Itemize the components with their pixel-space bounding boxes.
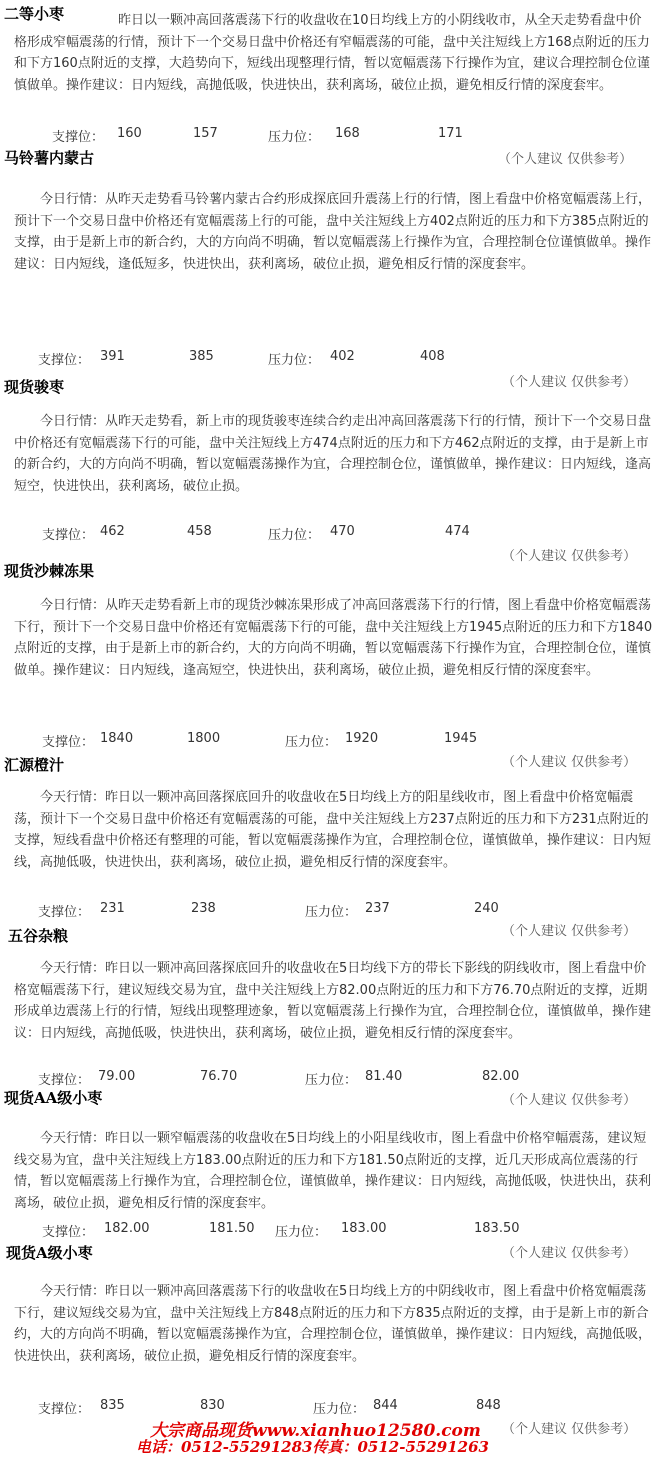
section-paragraph: 今天行情：昨日以一颗冲高回落探底回升的收盘收在5日均线下方的带长下影线的阴线收市，图上看盘中价格宽幅震荡下行，建议短线交易为宜，盘中关注短线上方82.00点附近的压力和下方76.70点附近的支撑，近期形成单边震荡上行的行情，短线出现整理迹象，暂以宽幅震荡上行操作为宜，合理控制仓位，谨慎做单，操作建议：日内短线，高抛低吸，快进快出，获利离场，破位止损，避免相反行情的深度套牢。 <box>14 961 652 1041</box>
pressure-value-1: 402 <box>330 349 355 364</box>
support-value-2: 458 <box>187 524 212 539</box>
pressure-value-2: 408 <box>420 349 445 364</box>
pressure-label: 压力位： <box>268 353 321 368</box>
disclaimer-note: （个人建议 仅供参考） <box>498 152 633 167</box>
pressure-label: 压力位： <box>285 735 338 750</box>
pressure-value-2: 474 <box>445 524 470 539</box>
support-value-1: 835 <box>100 1398 125 1413</box>
support-value-2: 181.50 <box>209 1221 255 1236</box>
section-paragraph: 今天行情：昨日以一颗冲高回落探底回升的收盘收在5日均线上方的阳星线收市，图上看盘中价格宽幅震荡，预计下一个交易日盘中价格还有宽幅震荡的可能，盘中关注短线上方237点附近的压力和下方231点附近的支撑，短线看盘中价格还有整理的可能，暂以宽幅震荡操作为宜，合理控制仓位，谨慎做单，操作建议：日内短线，高抛低吸，快进快出，获利离场，破位止损，避免相反行情的深度套牢。 <box>14 790 652 870</box>
support-label: 支撑位： <box>38 905 91 920</box>
disclaimer-note: （个人建议 仅供参考） <box>502 755 637 770</box>
pressure-value-1: 844 <box>373 1398 398 1413</box>
pressure-value-1: 237 <box>365 901 390 916</box>
section-paragraph: 今天行情：昨日以一颗冲高回落震荡下行的收盘收在5日均线上方的中阴线收市，图上看盘中价格宽幅震荡下行，建议短线交易为宜，盘中关注短线上方848点附近的压力和下方835点附近的支撑，由于是新上市的新合约，大的方向尚不明确，暂以宽幅震荡操作为宜，合理控制仓位，谨慎做单，操作建议：日内短线，高抛低吸，快进快出，获利离场，破位止损，避免相反行情的深度套牢。 <box>14 1284 652 1364</box>
section-title: 五谷杂粮 <box>8 927 69 945</box>
footer-contact: 电话：0512-55291283传真：0512-55291263 <box>136 1438 489 1456</box>
support-label: 支撑位： <box>42 735 95 750</box>
pressure-value-1: 81.40 <box>365 1069 403 1084</box>
section-title: 汇源橙汁 <box>4 756 65 774</box>
section-title: 现货AA级小枣 <box>4 1089 103 1107</box>
pressure-label: 压力位： <box>305 1073 358 1088</box>
pressure-value-1: 470 <box>330 524 355 539</box>
section-paragraph: 今日行情：从昨天走势看新上市的现货沙棘冻果形成了冲高回落震荡下行的行情，图上看盘中价格宽幅震荡下行，预计下一个交易日盘中价格还有宽幅震荡下行的可能，盘中关注短线上方1945点附近的压力和下方1840点附近的支撑，由于是新上市的新合约，大的方向尚不明确，暂以宽幅震荡下行操作为宜，合理控制仓位，谨慎做单。操作建议：日内短线，逢高短空，快进快出，获利离场，破位止损，避免相反行情的深度套牢。 <box>14 598 653 678</box>
support-value-1: 160 <box>117 126 142 141</box>
pressure-label: 压力位： <box>313 1402 366 1417</box>
support-value-1: 462 <box>100 524 125 539</box>
support-value-2: 157 <box>193 126 218 141</box>
support-value-2: 76.70 <box>200 1069 238 1084</box>
support-label: 支撑位： <box>52 130 105 145</box>
disclaimer-note: （个人建议 仅供参考） <box>502 375 637 390</box>
support-value-1: 1840 <box>100 731 134 746</box>
pressure-label: 压力位： <box>268 528 321 543</box>
support-label: 支撑位： <box>38 1073 91 1088</box>
disclaimer-note: （个人建议 仅供参考） <box>502 924 637 939</box>
section-title: 马铃薯内蒙古 <box>4 149 95 167</box>
section-paragraph: 今日行情：从昨天走势看马铃薯内蒙古合约形成探底回升震荡上行的行情，图上看盘中价格宽幅震荡上行，预计下一个交易日盘中价格还有宽幅震荡上行的可能，盘中关注短线上方402点附近的压力和下方385点附近的支撑，由于是新上市的新合约，大的方向尚不明确，暂以宽幅震荡上行操作为宜，合理控制仓位谨慎做单。操作建议：日内短线，逢低短多，快进快出，获利离场，破位止损，避免相反行情的深度套牢。 <box>14 192 652 272</box>
support-value-1: 182.00 <box>104 1221 150 1236</box>
pressure-value-2: 183.50 <box>474 1221 520 1236</box>
section-title: 现货沙棘冻果 <box>4 562 95 580</box>
support-label: 支撑位： <box>42 1225 95 1240</box>
pressure-label: 压力位： <box>268 130 321 145</box>
pressure-label: 压力位： <box>305 905 358 920</box>
disclaimer-note: （个人建议 仅供参考） <box>502 1422 637 1437</box>
section-paragraph: 今日行情：从昨天走势看，新上市的现货骏枣连续合约走出冲高回落震荡下行的行情，预计下一个交易日盘中价格还有宽幅震荡下行的可能，盘中关注短线上方474点附近的压力和下方462点附近的支撑，由于是新上市的新合约，大的方向尚不明确，暂以宽幅震荡操作为宜，合理控制仓位，谨慎做单，操作建议：日内短线，逢高短空，快进快出，获利离场，破位止损。 <box>14 414 652 494</box>
pressure-value-1: 1920 <box>345 731 379 746</box>
pressure-label: 压力位： <box>275 1225 328 1240</box>
support-value-2: 385 <box>189 349 214 364</box>
pressure-value-2: 848 <box>476 1398 501 1413</box>
footer-website: 大宗商品现货www.xianhuo12580.com <box>150 1421 481 1441</box>
support-label: 支撑位： <box>42 528 95 543</box>
section-title: 二等小枣 <box>4 5 65 23</box>
disclaimer-note: （个人建议 仅供参考） <box>502 1246 637 1261</box>
pressure-value-2: 171 <box>438 126 463 141</box>
support-value-2: 238 <box>191 901 216 916</box>
support-value-1: 391 <box>100 349 125 364</box>
pressure-value-1: 183.00 <box>341 1221 387 1236</box>
support-label: 支撑位： <box>38 1402 91 1417</box>
pressure-value-2: 240 <box>474 901 499 916</box>
pressure-value-2: 1945 <box>444 731 478 746</box>
pressure-value-2: 82.00 <box>482 1069 520 1084</box>
section-title: 现货A级小枣 <box>6 1244 93 1262</box>
section-title: 现货骏枣 <box>4 378 65 396</box>
support-value-1: 79.00 <box>98 1069 136 1084</box>
section-paragraph: 昨日以一颗冲高回落震荡下行的收盘收在10日均线上方的小阴线收市，从全天走势看盘中价格形成窄幅震荡的行情，预计下一个交易日盘中价格还有窄幅震荡的可能，盘中关注短线上方168点附近的压力和下方160点附近的支撑，大趋势向下，短线出现整理行情，暂以宽幅震荡下行操作为宜，建议合理控制仓位谨慎做单。操作建议：日内短线，高抛低吸，快进快出，获利离场，破位止损，避免相反行情的深度套牢。 <box>14 13 650 93</box>
pressure-value-1: 168 <box>335 126 360 141</box>
disclaimer-note: （个人建议 仅供参考） <box>502 549 637 564</box>
section-paragraph: 今天行情：昨日以一颗窄幅震荡的收盘收在5日均线上的小阳星线收市，图上看盘中价格窄幅震荡，建议短线交易为宜，盘中关注短线上方183.00点附近的压力和下方181.50点附近的支撑，近几天形成高位震荡的行情，暂以宽幅震荡上行操作为宜，合理控制仓位，谨慎做单，操作建议：日内短线，高抛低吸，快进快出，获利离场，破位止损，避免相反行情的深度套牢。 <box>14 1131 652 1211</box>
support-label: 支撑位： <box>38 353 91 368</box>
disclaimer-note: （个人建议 仅供参考） <box>502 1093 637 1108</box>
support-value-2: 830 <box>200 1398 225 1413</box>
support-value-1: 231 <box>100 901 125 916</box>
support-value-2: 1800 <box>187 731 221 746</box>
